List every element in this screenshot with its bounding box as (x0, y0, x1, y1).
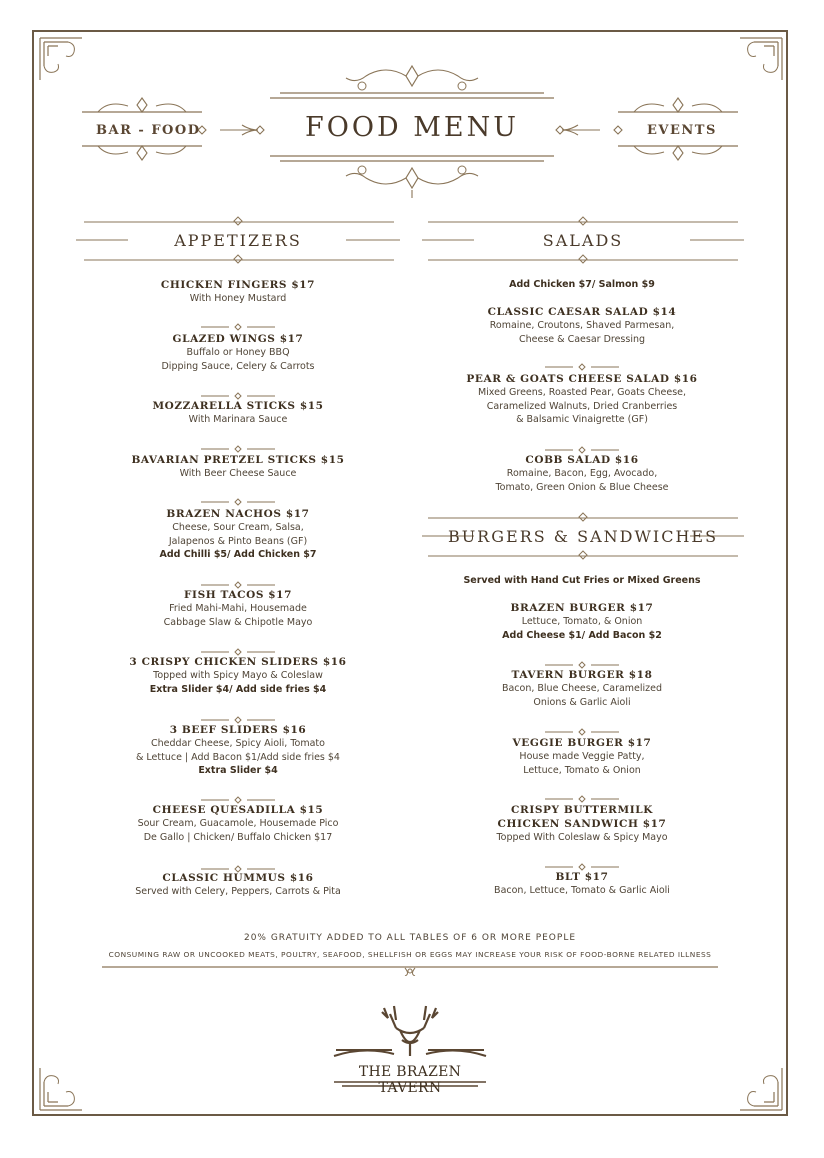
menu-item-description: Buffalo or Honey BBQ (186, 347, 290, 358)
page-title: FOOD MENU (305, 112, 519, 143)
menu-item (78, 655, 398, 696)
menu-item-name: BRAZEN NACHOS $17 (166, 508, 310, 520)
corner-ornament-bottom-right (738, 1066, 784, 1112)
item-divider (201, 709, 275, 717)
food-safety-warning: CONSUMING RAW OR UNCOOKED MEATS, POULTRY, SEAFOOD, SHELLFISH OR EGGS MAY INCREASE YOUR RISK OF FOOD-BORNE RELATED ILLNESS (108, 950, 712, 959)
menu-item-description: Jalapenos & Pinto Beans (GF) (168, 535, 308, 547)
item-divider (545, 654, 619, 662)
menu-item-name: FISH TACOS $17 (184, 589, 292, 601)
menu-item-description: & Lettuce | Add Bacon $1/Add side fries $4 (136, 751, 340, 763)
menu-item (422, 736, 742, 777)
menu-item (422, 870, 742, 898)
menu-item-description: Mixed Greens, Roasted Pear, Goats Cheese, (477, 387, 687, 398)
item-divider (545, 788, 619, 796)
menu-item (422, 372, 742, 427)
appetizers-heading: APPETIZERS (174, 231, 302, 250)
menu-item (422, 305, 742, 346)
menu-item-description: Romaine, Bacon, Egg, Avocado, (506, 468, 658, 479)
menu-item-description: Tomato, Green Onion & Blue Cheese (495, 481, 669, 493)
menu-item-description: Lettuce, Tomato & Onion (523, 764, 641, 776)
menu-item (78, 453, 398, 481)
item-divider (201, 574, 275, 582)
menu-item-addon: Extra Slider $4/ Add side fries $4 (149, 683, 327, 695)
salads-add-protein-note: Add Chicken $7/ Salmon $9 (509, 279, 655, 290)
title-ornament-bottom (270, 152, 554, 200)
item-divider (545, 721, 619, 729)
menu-item-description: Bacon, Lettuce, Tomato & Garlic Aioli (494, 885, 670, 896)
menu-item-name: CHEESE QUESADILLA $15 (152, 804, 324, 816)
menu-item (78, 588, 398, 629)
item-divider (201, 385, 275, 393)
title-ornament-top (270, 62, 554, 102)
menu-item-description: Dipping Sauce, Celery & Carrots (161, 360, 315, 372)
item-divider (201, 789, 275, 797)
menu-item (422, 601, 742, 642)
nav-events-link[interactable]: EVENTS (647, 123, 717, 138)
menu-item-description: Topped With Coleslaw & Spicy Mayo (496, 832, 668, 843)
menu-item-description: Cabbage Slaw & Chipotle Mayo (163, 616, 313, 628)
menu-item-description: Cheddar Cheese, Spicy Aioli, Tomato (151, 738, 325, 749)
corner-ornament-top-left (38, 36, 84, 82)
item-divider (201, 641, 275, 649)
brazen-tavern-logo-text: THE BRAZEN TAVERN (358, 1064, 462, 1096)
menu-item-name: PEAR & GOATS CHEESE SALAD $16 (466, 373, 698, 385)
menu-item (78, 332, 398, 373)
menu-item (422, 453, 742, 494)
menu-item-description: & Balsamic Vinaigrette (GF) (516, 414, 648, 425)
menu-item-description: Topped with Spicy Mayo & Coleslaw (153, 670, 323, 681)
item-divider (201, 316, 275, 324)
menu-item-description: Lettuce, Tomato, & Onion (521, 616, 643, 627)
nav-right-arrow-ornament (554, 124, 624, 136)
menu-item-description: With Beer Cheese Sauce (179, 468, 297, 479)
menu-item-name: GLAZED WINGS $17 (172, 333, 304, 345)
item-divider (545, 356, 619, 364)
menu-item (78, 507, 398, 562)
menu-item (78, 871, 398, 899)
menu-item-name: 3 CRISPY CHICKEN SLIDERS $16 (129, 656, 347, 668)
menu-item-description: House made Veggie Patty, (519, 751, 645, 762)
menu-item-name: 3 BEEF SLIDERS $16 (169, 724, 307, 736)
corner-ornament-top-right (738, 36, 784, 82)
menu-item (78, 803, 398, 844)
menu-item-description: With Marinara Sauce (188, 414, 288, 425)
menu-item-description: Bacon, Blue Cheese, Caramelized (501, 683, 663, 694)
menu-item-name: CLASSIC CAESAR SALAD $14 (487, 306, 677, 318)
menu-item-description: Sour Cream, Guacamole, Housemade Pico (137, 818, 339, 829)
menu-item-description: Cheese & Caesar Dressing (518, 333, 646, 345)
menu-item-name: CRISPY BUTTERMILK CHICKEN SANDWICH $17 (497, 804, 667, 830)
menu-item-name: TAVERN BURGER $18 (511, 669, 653, 681)
item-divider (545, 856, 619, 864)
menu-item-name: COBB SALAD $16 (525, 454, 639, 466)
gratuity-notice: 20% GRATUITY ADDED TO ALL TABLES OF 6 OR MORE PEOPLE (243, 933, 577, 943)
item-divider (201, 858, 275, 866)
menu-item-addon: Add Cheese $1/ Add Bacon $2 (502, 629, 662, 641)
item-divider (545, 439, 619, 447)
menu-item-addon: Extra Slider $4 (198, 765, 278, 776)
menu-item-name: CHICKEN FINGERS $17 (160, 279, 316, 291)
menu-item-name: BAVARIAN PRETZEL STICKS $15 (131, 454, 345, 466)
footer-divider (102, 962, 718, 976)
menu-item-name: VEGGIE BURGER $17 (512, 737, 652, 749)
menu-item-description: Caramelized Walnuts, Dried Cranberries (486, 400, 678, 412)
menu-item-description: Served with Celery, Peppers, Carrots & Pita (135, 886, 341, 897)
menu-item-name: CLASSIC HUMMUS $16 (162, 872, 314, 884)
menu-item (78, 723, 398, 778)
menu-item-description: De Gallo | Chicken/ Buffalo Chicken $17 (143, 831, 333, 843)
salads-heading: SALADS (542, 231, 624, 250)
item-divider (201, 438, 275, 446)
menu-item (78, 399, 398, 427)
menu-item-description: Romaine, Croutons, Shaved Parmesan, (489, 320, 675, 331)
menu-item-description: With Honey Mustard (189, 293, 287, 304)
menu-item-name: BRAZEN BURGER $17 (510, 602, 654, 614)
menu-item-description: Onions & Garlic Aioli (533, 696, 631, 708)
burgers-heading: BURGERS & SANDWICHES (447, 527, 719, 546)
nav-bar-food-link[interactable]: BAR - FOOD (96, 123, 201, 138)
menu-item (422, 803, 742, 845)
item-divider (201, 491, 275, 499)
menu-item-name: BLT $17 (555, 871, 609, 883)
menu-item (422, 668, 742, 709)
burgers-sides-note: Served with Hand Cut Fries or Mixed Greens (463, 575, 701, 586)
nav-left-arrow-ornament (196, 124, 266, 136)
menu-item-addon: Add Chilli $5/ Add Chicken $7 (159, 549, 317, 560)
menu-item-description: Fried Mahi-Mahi, Housemade (169, 603, 307, 614)
menu-item-description: Cheese, Sour Cream, Salsa, (172, 522, 304, 533)
menu-item (78, 278, 398, 306)
corner-ornament-bottom-left (38, 1066, 84, 1112)
menu-item-name: MOZZARELLA STICKS $15 (152, 400, 324, 412)
